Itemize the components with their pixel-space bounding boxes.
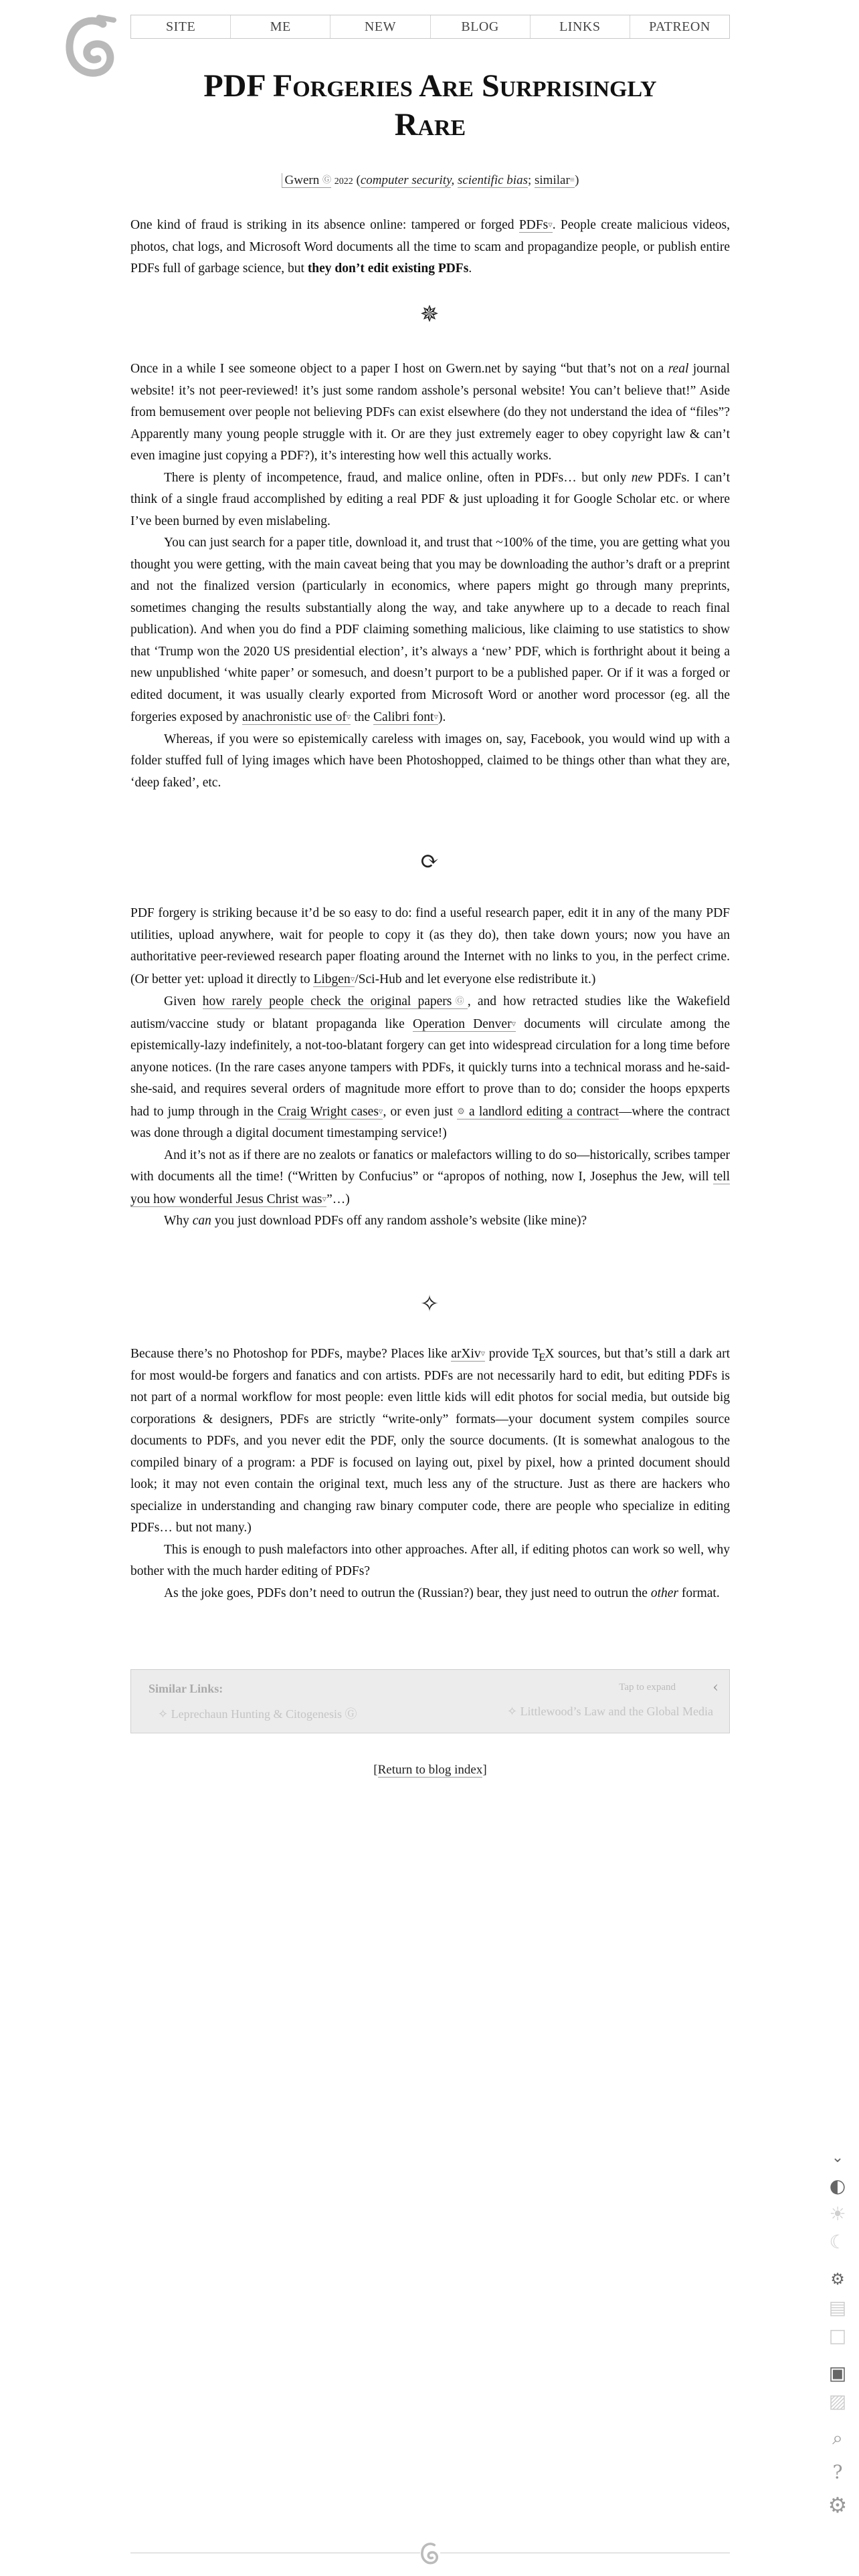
nav-me[interactable]: ME xyxy=(231,15,330,38)
josephus-link[interactable]: tell you how wonderful Jesus Christ was▿ xyxy=(130,1170,730,1206)
settings-gear-icon[interactable]: ⚙ xyxy=(828,2492,848,2518)
anachronistic-link[interactable]: anachronistic use of▿ xyxy=(242,710,351,724)
similar-links-title: Similar Links: xyxy=(149,1682,223,1695)
calibri-font-link[interactable]: Calibri font▿ xyxy=(373,710,439,724)
operation-denver-link[interactable]: Operation Denver▿ xyxy=(413,1016,516,1031)
arxiv-link[interactable]: arXiv▿ xyxy=(451,1347,486,1361)
similar-links-box[interactable] xyxy=(130,1669,730,1733)
light-mode-icon[interactable]: ☀ xyxy=(829,2202,846,2225)
section-divider-sparkle-icon: ✧ xyxy=(419,1291,440,1317)
similar-link[interactable]: similar≡ xyxy=(535,173,575,187)
return-to-blog-index[interactable]: [Return to blog index] xyxy=(373,1763,487,1777)
reader-mode-on-icon[interactable]: ▤ xyxy=(828,2296,847,2319)
gwern-logo[interactable] xyxy=(64,15,119,78)
reader-mode-off-icon[interactable]: □ xyxy=(828,2324,847,2347)
popups-off-icon[interactable]: ▨ xyxy=(828,2389,847,2412)
collapse-toolbar-chevron-icon[interactable]: ⌄ xyxy=(831,2149,844,2166)
auto-mode-icon[interactable]: ◐ xyxy=(829,2174,846,2197)
section-2: PDF forgery is striking because it’d be so easy to do: find a useful research paper, edit it in any of the many PDF utilities, upload anywhere, wait for people to copy it (as they do), then take down yours; now you have an authoritative peer-reviewed research paper floating around the Internet with no links to you, in the perfect crime. (Or better yet: upload it directly to Libgen▿/Sci-Hub and let everyone else redistribute it.) Given how rarely people check the original papersⒼ, and how retracted studies like the Wakefield autism/vaccine study or blatant propaganda like Operation Denver▿ documents will circulate among the epistemically-lazy indefinitely, a not-too-blatant forgery can get into widespread circulation for a long time before anyone notices. (In the rare cases anyone tampers with PDFs, it quickly turns into a technical morass and he-said-she-said, and requires several orders of magnitude more effort to prove than to do; consider the hoops epxperts had to jump through in the Craig Wright cases▿, or even just ⚙ a landlord editing a contract—where the contract was done through a digital document timestamping service!) And it’s not as if there are no zealots or fanatics or malefactors willing to do so—historically, scribes tamper with documents all the time! (“Written by Confucius” or “apropos of nothing, now I, Josephus the Jew, will tell you how wonderful Jesus Christ was▿”…) Why can you just download PDFs off any random asshole’s website (like mine)? xyxy=(130,906,731,1228)
popups-on-icon[interactable]: ▣ xyxy=(828,2361,847,2384)
footer-gwern-logo[interactable] xyxy=(420,2541,440,2565)
nav-patreon[interactable]: PATREON xyxy=(649,19,710,34)
section-divider-sun-icon: ✵ xyxy=(419,301,440,328)
nav-links[interactable]: LINKS xyxy=(531,15,630,38)
intro-paragraph: One kind of fraud is striking in its absence online: tampered or forged PDFs▿. People create malicious videos, photos, chat logs, and Microsoft Word documents all the time to scam and propagandize people, or publish entire PDFs full of garbage science, but they don’t edit existing PDFs. xyxy=(130,218,730,276)
section-3: Because there’s no Photoshop for PDFs, maybe? Places like arXiv▿ provide $T_EX$ sources, but that’s still a dark art for most would-be forgers and fanatics and con artists. PDFs are not necessarily hard to edit, but editing PDFs is not part of a normal workflow for most people: even little kids will edit photos for social media, but outside big corporations & designers, PDFs are strictly “write-only” formats—your document system compiles source documents to PDFs, and you never edit the PDF, only the source documents. (It is somewhat analogous to the compiled binary of a program: a PDF is focused on laying out, pixel by pixel, how a printed document should look; it may not even contain the original text, much less any of the structure. Just as there are hackers who specialize in understanding and changing raw binary computer code, there are people who specialize in editing PDFs… but not many.) This is enough to push malefactors into other approaches. After all, if editing photos can work so well, why bother with the much harder editing of PDFs? As the joke goes, PDFs don’t need to outrun the (Russian?) bear, they just need to outrun the other format. xyxy=(130,1347,730,1600)
reader-mode-auto-icon[interactable]: ⚙ xyxy=(830,2270,845,2288)
libgen-link[interactable]: Libgen▿ xyxy=(313,972,355,986)
section-divider-cycle-icon: ⟳ xyxy=(419,848,440,875)
craig-wright-link[interactable]: Craig Wright cases▿ xyxy=(278,1104,383,1119)
similar-item[interactable]: ✧ Littlewood’s Law and the Global Media xyxy=(506,1705,713,1718)
section-1: Once in a while I see someone object to a paper I host on Gwern.net by saying “but that’s not on a real journal website! it’s not peer-reviewed! it’s just some random asshole’s personal website! You can’t believe that!” Aside from bemusement over people not believing PDFs can exist elsewhere (do they not understand the idea of “files”? Apparently many young people struggle with it. Or are they just extremely eager to obey copyright law & can’t even imagine just copying a PDF?), it’s interesting how well this actually works. There is plenty of incompetence, fraud, and malice online, often in PDFs… but only new PDFs. I can’t think of a single fraud accomplished by editing a real PDF & just uploading it for Google Scholar etc. or where I’ve been burned by even mislabeling. You can just search for a paper title, download it, and trust that ~100% of the time, you are getting what you thought you were getting, with the main caveat being that you may be downloading the author’s draft or a preprint and not the finalized version (particularly in economics, where papers might go through many preprints, sometimes changing the results substantially along the way, and take anywhere up to a decade to reach final publication). And when you do find a PDF claiming something malicious, like claiming to use statistics to show that ‘Trump won the 2020 US presidential election’, it’s always a ‘new’ PDF, which is forthright about it being a new unpublished ‘white paper’ or somesuch, and doesn’t purport to be a published paper. Or if it was a forged or edited document, it was usually clearly exported from Microsoft Word or another word processor (eg. all the forgeries exposed by anachronistic use of▿ the Calibri font▿). Whereas, if you were so epistemically careless with images on, say, Facebook, you would wind up with a folder stuffed full of lying images which have been Photoshopped, claimed to be things other than what they are, ‘deep faked’, etc. xyxy=(130,362,731,790)
nav-new[interactable]: NEW xyxy=(330,15,430,38)
similar-item[interactable]: ✧ Leprechaun Hunting & Citogenesis Ⓖ xyxy=(158,1707,357,1721)
dark-mode-icon[interactable]: ☾ xyxy=(829,2230,846,2253)
nav-blog[interactable]: BLOG xyxy=(431,15,531,38)
pdfs-link[interactable]: PDFs▿ xyxy=(518,218,553,232)
check-original-papers-link[interactable]: how rarely people check the original papersⒼ xyxy=(202,994,468,1008)
tag-computer-security[interactable]: computer security xyxy=(360,173,452,187)
top-nav xyxy=(130,15,730,39)
landlord-contract-link[interactable]: ⚙ a landlord editing a contract xyxy=(457,1104,619,1119)
tag-scientific-bias[interactable]: scientific bias xyxy=(457,173,528,187)
search-icon[interactable]: ⌕ xyxy=(832,2427,843,2449)
chevron-left-icon[interactable]: ‹ xyxy=(712,1679,719,1696)
page-metadata: Gwern Ⓖ 2022 (computer security, scientific bias; similar≡) xyxy=(130,173,730,188)
year: 2022 xyxy=(334,177,353,187)
nav-site[interactable]: SITE xyxy=(131,15,231,38)
tap-to-expand[interactable]: Tap to expand xyxy=(619,1682,676,1693)
page-title: PDF Forgeries Are Surprisingly Rare xyxy=(203,68,657,142)
author-link[interactable]: Gwern Ⓖ xyxy=(282,173,331,188)
help-icon[interactable]: ? xyxy=(832,2460,843,2483)
